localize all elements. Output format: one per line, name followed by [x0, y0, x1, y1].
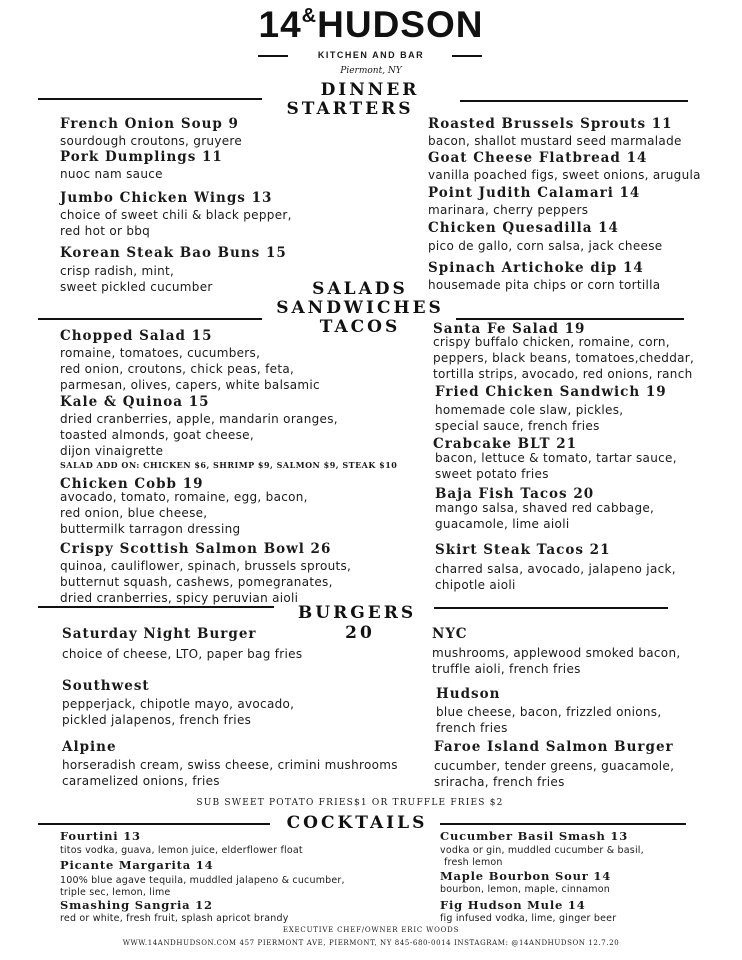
section-title-burgers: BURGERS — [297, 603, 417, 623]
menu-item-desc: toasted almonds, goat cheese, — [60, 428, 254, 442]
menu-item-desc: bacon, lettuce & tomato, tartar sauce, — [435, 451, 677, 465]
menu-item-title: Southwest — [62, 678, 150, 694]
cocktail-desc: triple sec, lemon, lime — [60, 887, 171, 898]
menu-item-desc: choice of sweet chili & black pepper, — [60, 208, 292, 222]
menu-item-title: Crabcake BLT 21 — [433, 436, 577, 452]
menu-item-title: Point Judith Calamari 14 — [428, 185, 641, 201]
cocktail-title: Smashing Sangria 12 — [60, 898, 213, 912]
cocktail-desc: fig infused vodka, lime, ginger beer — [440, 913, 617, 924]
menu-item-title: Chicken Cobb 19 — [60, 476, 204, 492]
menu-item-desc: mushrooms, applewood smoked bacon, — [432, 646, 681, 660]
rule-salads-left — [38, 318, 262, 320]
menu-item-desc: blue cheese, bacon, frizzled onions, — [436, 705, 662, 719]
section-title-cocktails: COCKTAILS — [286, 813, 428, 833]
menu-item-desc: dried cranberries, spicy peruvian aioli — [60, 591, 299, 605]
menu-item-desc: bacon, shallot mustard seed marmalade — [428, 134, 682, 148]
menu-item-title: NYC — [432, 626, 468, 642]
menu-item-desc: marinara, cherry peppers — [428, 203, 589, 217]
cocktail-title: Maple Bourbon Sour 14 — [440, 869, 611, 883]
menu-item-desc: nuoc nam sauce — [60, 167, 163, 181]
menu-item-desc: pico de gallo, corn salsa, jack cheese — [428, 239, 663, 253]
cocktail-desc: bourbon, lemon, maple, cinnamon — [440, 884, 610, 895]
menu-item-title: Baja Fish Tacos 20 — [435, 486, 595, 502]
salad-add-on-note: SALAD ADD ON: CHICKEN $6, SHRIMP $9, SALMON $9, STEAK $10 — [60, 460, 398, 470]
logo-number: 14 — [258, 4, 302, 45]
menu-item-title: Chopped Salad 15 — [60, 328, 213, 344]
menu-item-title: Skirt Steak Tacos 21 — [435, 542, 611, 558]
executive-chef-credit: EXECUTIVE CHEF/OWNER ERIC WOODS — [282, 926, 460, 934]
cocktail-desc: titos vodka, guava, lemon juice, elderflower float — [60, 845, 303, 856]
menu-item-title: Chicken Quesadilla 14 — [428, 220, 619, 236]
menu-item-title: Hudson — [436, 686, 501, 702]
menu-item-desc: red hot or bbq — [60, 224, 151, 238]
menu-item-title: Pork Dumplings 11 — [60, 149, 223, 165]
footer-contact-info: WWW.14ANDHUDSON.COM 457 PIERMONT AVE, PIERMONT, NY 845-680-0014 INSTAGRAM: @14ANDHUDSON 12.7.20 — [122, 939, 620, 947]
menu-item-desc: butternut squash, cashews, pomegranates, — [60, 575, 333, 589]
menu-item-title: Crispy Scottish Salmon Bowl 26 — [60, 541, 332, 557]
menu-item-title: Spinach Artichoke dip 14 — [428, 260, 644, 276]
menu-item-desc: quinoa, cauliflower, spinach, brussels sprouts, — [60, 559, 352, 573]
cocktail-title: Fourtini 13 — [60, 829, 141, 843]
subtitle-rule-right — [452, 55, 482, 57]
restaurant-logo — [0, 4, 742, 46]
rule-burgers-right — [434, 607, 668, 609]
menu-item-desc: red onion, blue cheese, — [60, 506, 208, 520]
fries-upgrade-note: SUB SWEET POTATO FRIES$1 OR TRUFFLE FRIES $2 — [196, 798, 504, 808]
menu-item-title: French Onion Soup 9 — [60, 116, 239, 132]
cocktail-desc: red or white, fresh fruit, splash apricot brandy — [60, 913, 289, 924]
menu-item-title: Roasted Brussels Sprouts 11 — [428, 116, 673, 132]
menu-item-title: Faroe Island Salmon Burger — [434, 739, 674, 755]
menu-item-desc: sweet potato fries — [435, 467, 549, 481]
menu-item-desc: truffle aioli, french fries — [432, 662, 581, 676]
menu-item-desc: french fries — [436, 721, 508, 735]
menu-item-title: Santa Fe Salad 19 — [433, 321, 586, 337]
menu-item-desc: sweet pickled cucumber — [60, 280, 213, 294]
menu-item-desc: horseradish cream, swiss cheese, crimini mushrooms — [62, 758, 398, 772]
menu-item-desc: avocado, tomato, romaine, egg, bacon, — [60, 490, 308, 504]
menu-item-title: Korean Steak Bao Buns 15 — [60, 245, 287, 261]
menu-item-desc: chipotle aioli — [435, 578, 516, 592]
section-title-tacos: TACOS — [319, 317, 401, 337]
menu-item-desc: crispy buffalo chicken, romaine, corn, — [433, 335, 670, 349]
menu-item-title: Alpine — [62, 739, 117, 755]
menu-item-desc: mango salsa, shaved red cabbage, — [435, 501, 655, 515]
menu-item-desc: vanilla poached figs, sweet onions, arugula — [428, 168, 701, 182]
section-title-starters: STARTERS — [286, 99, 414, 119]
cocktail-title: Fig Hudson Mule 14 — [440, 898, 586, 912]
cocktail-desc: fresh lemon — [444, 857, 503, 868]
menu-item-title: Saturday Night Burger — [62, 626, 257, 642]
menu-item-title: Jumbo Chicken Wings 13 — [60, 190, 273, 206]
menu-item-title: Fried Chicken Sandwich 19 — [435, 384, 667, 400]
location-script: Piermont, NY — [340, 66, 402, 76]
cocktail-desc: 100% blue agave tequila, muddled jalapeno & cucumber, — [60, 875, 345, 886]
rule-cocktails-right — [440, 823, 686, 825]
rule-dinner-left — [38, 98, 262, 100]
menu-item-desc: parmesan, olives, capers, white balsamic — [60, 378, 320, 392]
menu-item-desc: special sauce, french fries — [435, 419, 600, 433]
menu-item-desc: red onion, croutons, chick peas, feta, — [60, 362, 295, 376]
burgers-price: 20 — [345, 623, 375, 643]
menu-item-desc: cucumber, tender greens, guacamole, — [434, 759, 675, 773]
section-title-dinner: DINNER — [320, 80, 420, 100]
menu-item-desc: dried cranberries, apple, mandarin oranges, — [60, 412, 338, 426]
logo-ampersand: & — [301, 4, 318, 27]
menu-item-desc: peppers, black beans, tomatoes,cheddar, — [433, 351, 695, 365]
menu-item-desc: charred salsa, avocado, jalapeno jack, — [435, 562, 676, 576]
cocktail-title: Cucumber Basil Smash 13 — [440, 829, 629, 843]
rule-dinner-right — [460, 100, 688, 102]
rule-salads-right — [456, 318, 684, 320]
menu-item-desc: sourdough croutons, gruyere — [60, 134, 243, 148]
menu-item-desc: tortilla strips, avocado, red onions, ranch — [433, 367, 693, 381]
logo-name: HUDSON — [317, 4, 484, 45]
rule-cocktails-left — [38, 823, 270, 825]
menu-item-title: Kale & Quinoa 15 — [60, 394, 210, 410]
menu-item-desc: romaine, tomatoes, cucumbers, — [60, 346, 261, 360]
menu-item-desc: choice of cheese, LTO, paper bag fries — [62, 647, 303, 661]
menu-item-desc: dijon vinaigrette — [60, 444, 164, 458]
cocktail-desc: vodka or gin, muddled cucumber & basil, — [440, 845, 644, 856]
section-title-salads: SALADS — [312, 279, 408, 299]
logo-subtitle: KITCHEN AND BAR — [317, 50, 425, 60]
menu-item-title: Goat Cheese Flatbread 14 — [428, 150, 648, 166]
rule-burgers-left — [38, 606, 274, 608]
menu-item-desc: caramelized onions, fries — [62, 774, 220, 788]
menu-item-desc: buttermilk tarragon dressing — [60, 522, 241, 536]
menu-item-desc: crisp radish, mint, — [60, 264, 175, 278]
menu-item-desc: homemade cole slaw, pickles, — [435, 403, 624, 417]
section-title-sandwiches: SANDWICHES — [276, 298, 444, 318]
menu-item-desc: housemade pita chips or corn tortilla — [428, 278, 661, 292]
menu-item-desc: sriracha, french fries — [434, 775, 565, 789]
menu-item-desc: pepperjack, chipotle mayo, avocado, — [62, 697, 295, 711]
menu-item-desc: guacamole, lime aioli — [435, 517, 570, 531]
cocktail-title: Picante Margarita 14 — [60, 858, 214, 872]
menu-item-desc: pickled jalapenos, french fries — [62, 713, 252, 727]
